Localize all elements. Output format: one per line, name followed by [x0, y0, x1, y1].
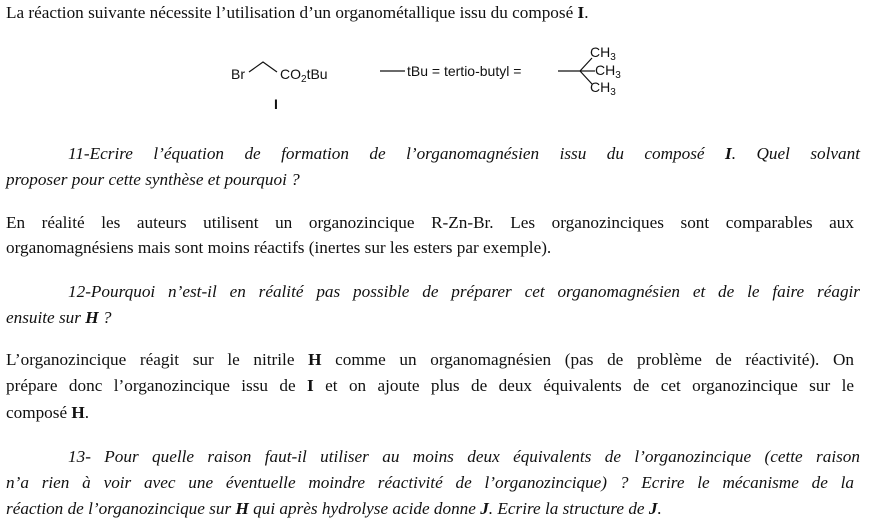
methyl-middle: $CH_3$	[595, 62, 621, 81]
bromine-atom: Br	[231, 66, 245, 82]
intro-text: La réaction suivante nécessite l’utilisation d’un organométallique issu du composé I.	[6, 3, 589, 22]
compound-label-I: I	[577, 3, 585, 22]
methyl-bottom: $CH_3$	[590, 79, 616, 98]
ester-group: $CO_2tBu$	[280, 66, 328, 85]
methyl-top: $CH_3$	[590, 44, 616, 63]
tbu-definition: tBu = tertio-butyl =	[407, 63, 522, 79]
structure-label-I: I	[274, 96, 278, 112]
